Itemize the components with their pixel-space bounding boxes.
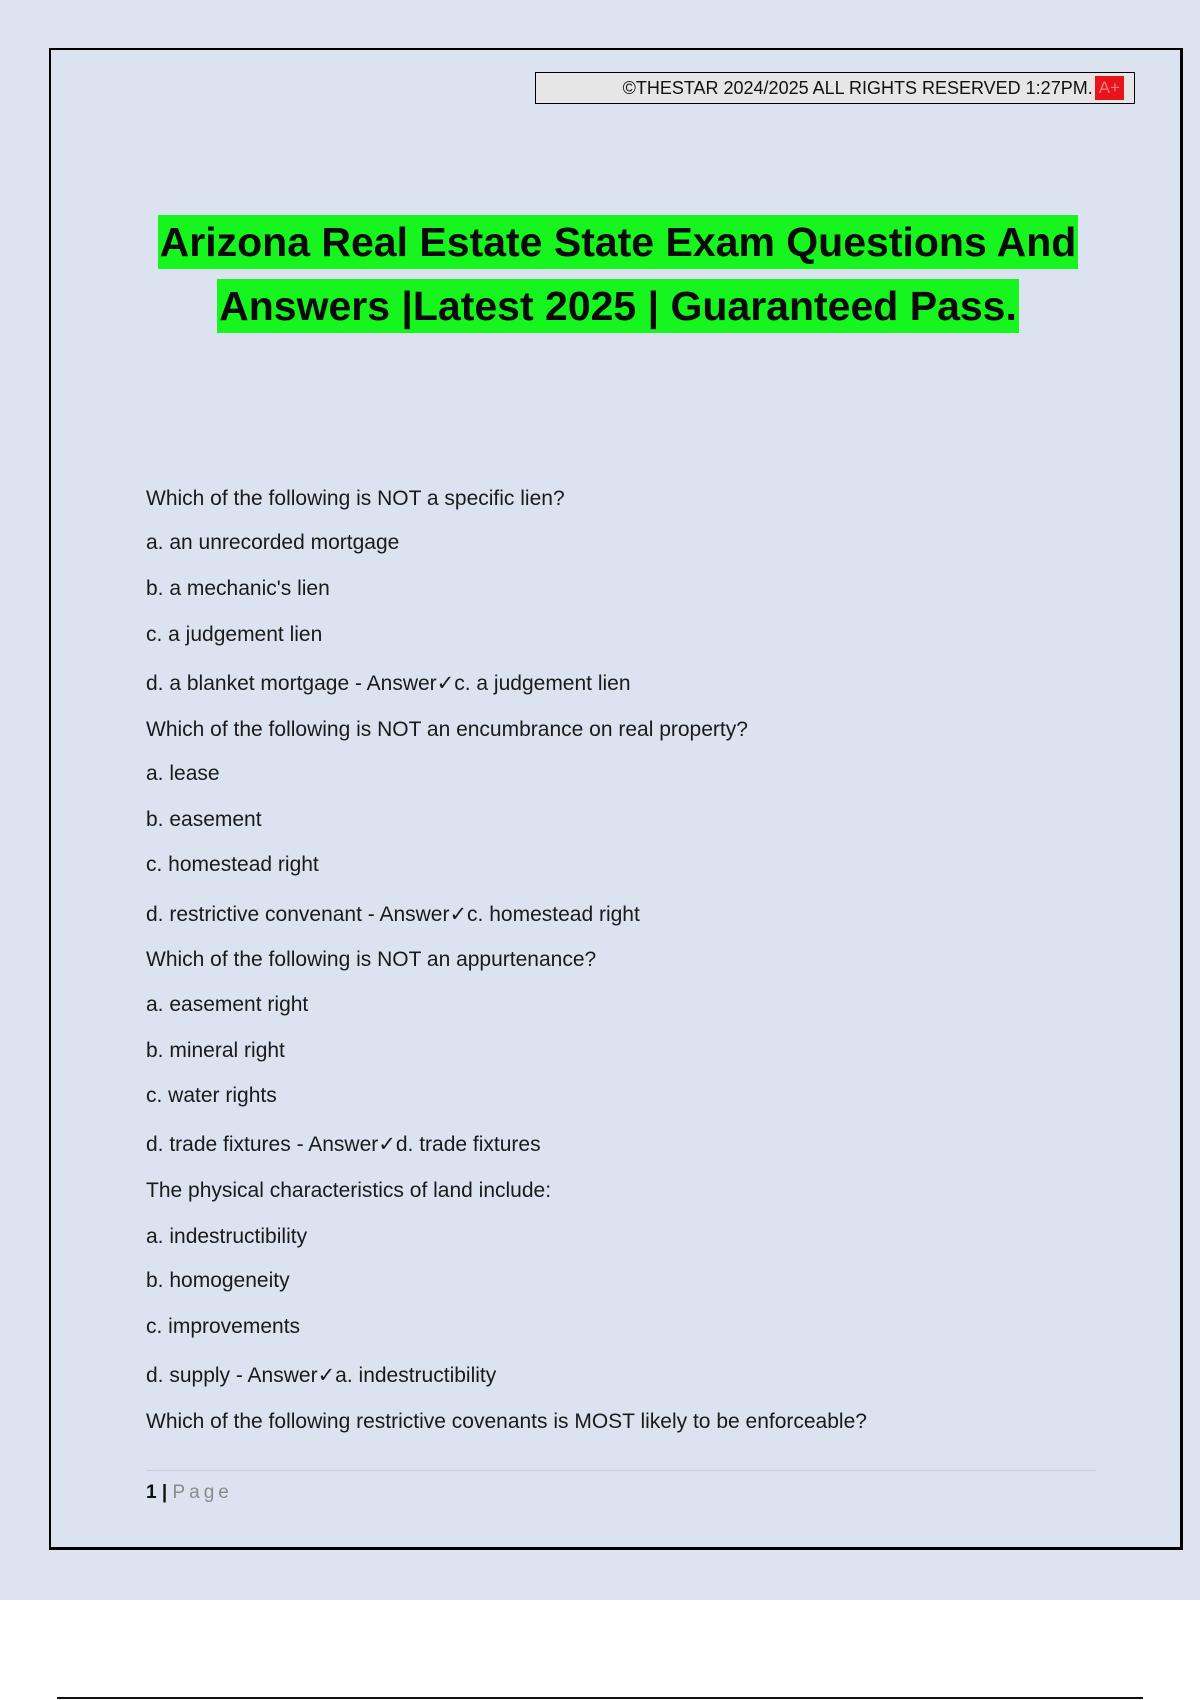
- option-2d-answer: d. restrictive convenant - Answer✓c. homestead right: [146, 903, 640, 926]
- option-4a: a. indestructibility: [146, 1225, 308, 1248]
- option-1b: b. a mechanic's lien: [146, 577, 330, 600]
- option-4d-answer: d. supply - Answer✓a. indestructibility: [146, 1364, 497, 1387]
- question-5: Which of the following restrictive covenants is MOST likely to be enforceable?: [146, 1410, 867, 1433]
- option-4b: b. homogeneity: [146, 1269, 290, 1292]
- question-1: Which of the following is NOT a specific lien?: [146, 487, 565, 510]
- copyright-text: ©THESTAR 2024/2025 ALL RIGHTS RESERVED 1:27PM.: [622, 77, 1093, 98]
- option-2a: a. lease: [146, 762, 220, 785]
- footer-divider: [146, 1470, 1096, 1471]
- option-3a: a. easement right: [146, 993, 309, 1016]
- page-word: Page: [172, 1482, 233, 1503]
- option-2c: c. homestead right: [146, 853, 319, 876]
- question-4: The physical characteristics of land include:: [146, 1179, 552, 1202]
- page-title: [91, 210, 1145, 338]
- copyright-banner: [535, 72, 1135, 104]
- page-number: [146, 1482, 233, 1504]
- page-number-value: 1: [146, 1482, 157, 1503]
- option-1a: a. an unrecorded mortgage: [146, 531, 400, 554]
- question-2: Which of the following is NOT an encumbrance on real property?: [146, 718, 748, 741]
- option-3d-answer: d. trade fixtures - Answer✓d. trade fixtures: [146, 1133, 541, 1156]
- option-4c: c. improvements: [146, 1315, 301, 1338]
- grade-badge: A+: [1095, 76, 1124, 100]
- question-3: Which of the following is NOT an appurtenance?: [146, 948, 597, 971]
- option-1c: c. a judgement lien: [146, 623, 323, 646]
- title-line-2: Answers |Latest 2025 | Guaranteed Pass.: [217, 279, 1019, 333]
- option-3b: b. mineral right: [146, 1039, 285, 1062]
- option-1d-answer: d. a blanket mortgage - Answer✓c. a judgement lien: [146, 672, 631, 695]
- option-3c: c. water rights: [146, 1084, 277, 1107]
- document-page: [49, 48, 1183, 1550]
- option-2b: b. easement: [146, 808, 262, 831]
- page-number-separator: |: [161, 1482, 168, 1503]
- bottom-divider: [57, 1697, 1143, 1699]
- title-line-1: Arizona Real Estate State Exam Questions And: [158, 215, 1079, 269]
